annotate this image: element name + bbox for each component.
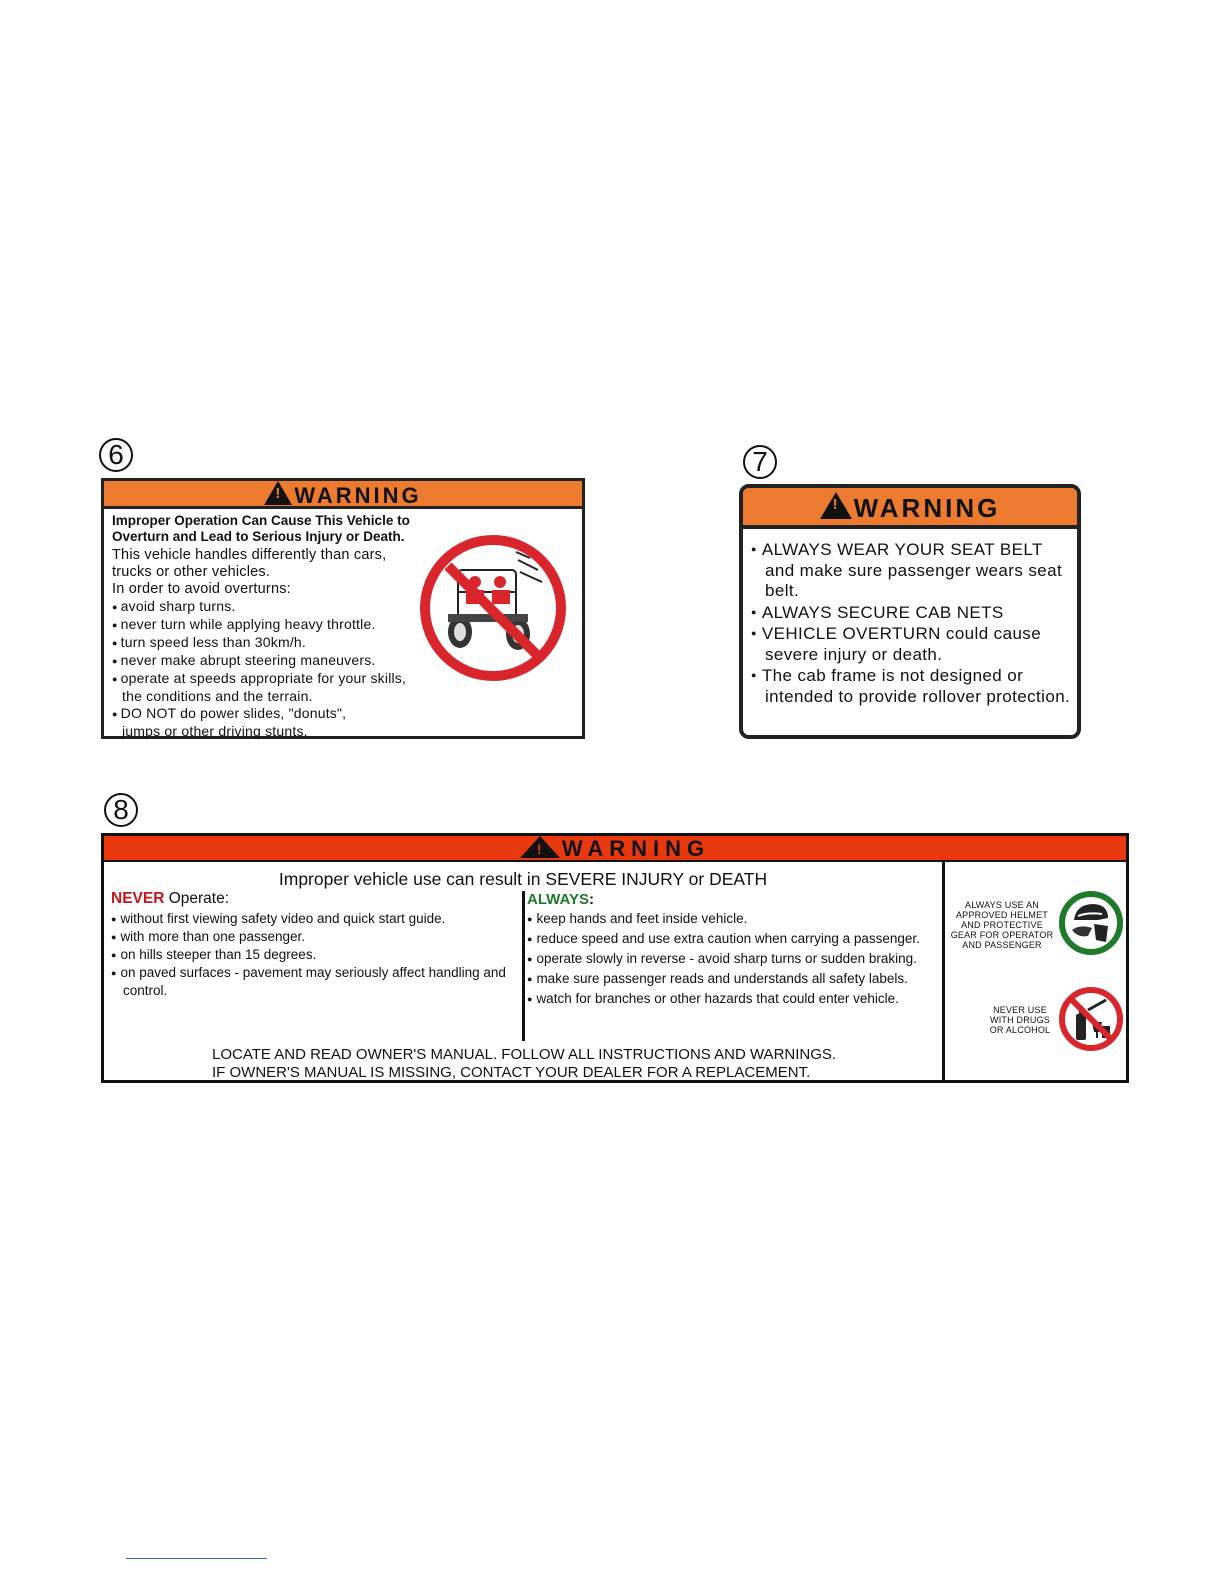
warning-triangle-icon: [820, 492, 852, 519]
label-6-header: !WARNING: [104, 481, 582, 509]
list-item: ● ALWAYS SECURE CAB NETS: [751, 602, 1071, 624]
list-item: ● turn speed less than 30km/h.: [112, 634, 582, 652]
drugs-alcohol-instruction: NEVER USE WITH DRUGS OR ALCOHOL: [989, 1005, 1051, 1035]
no-overturn-sign-icon: [418, 530, 568, 686]
list-item: ● operate at speeds appropriate for your skills, the conditions and the terrain.: [112, 670, 412, 705]
always-column: [527, 891, 939, 1009]
label-6-number: 6: [99, 438, 133, 472]
helmet-gear-icon: [1058, 890, 1124, 956]
always-title: ALWAYS:: [527, 891, 594, 908]
label-7-header: !WARNING: [743, 488, 1077, 529]
label-8-number: 8: [104, 793, 138, 827]
label-7-number: 7: [743, 445, 777, 479]
label-8-header: !WARNING: [104, 836, 1126, 862]
warning-triangle-icon: [520, 836, 560, 858]
list-item: ● make sure passenger reads and understands all safety labels.: [527, 969, 939, 989]
label-8-footer: LOCATE AND READ OWNER'S MANUAL. FOLLOW ALL INSTRUCTIONS AND WARNINGS. IF OWNER'S MANUAL IS MISSING, CONTACT YOUR DEALER FOR A REPLACEMENT.: [212, 1046, 837, 1081]
vertical-divider: [942, 862, 945, 1083]
list-item: ● DO NOT do power slides, "donuts", jumps or other driving stunts.: [112, 705, 387, 740]
footer-link-underline: [126, 1558, 267, 1559]
no-drugs-alcohol-icon: [1058, 986, 1124, 1052]
list-item: ● without first viewing safety video and quick start guide.: [111, 910, 521, 928]
list-item: ● reduce speed and use extra caution when carrying a passenger.: [527, 929, 939, 949]
warning-label-7: [739, 484, 1081, 739]
label-6-lead-line-2: Overturn and Lead to Serious Injury or Death.: [112, 529, 405, 544]
list-item: ● avoid sharp turns.: [112, 598, 582, 616]
label-7-bullets: [743, 529, 1077, 707]
label-6-intro-3: In order to avoid overturns:: [112, 581, 291, 597]
list-item: ● VEHICLE OVERTURN could cause severe injury or death.: [751, 623, 1071, 665]
warning-triangle-icon: [264, 481, 292, 505]
list-item: ● The cab frame is not designed or intended to provide rollover protection.: [751, 665, 1071, 707]
list-item: ● on hills steeper than 15 degrees.: [111, 946, 521, 964]
column-divider: [522, 891, 525, 1041]
label-6-lead-line-1: Improper Operation Can Cause This Vehicle to: [112, 513, 410, 528]
label-8-subhead: Improper vehicle use can result in SEVERE INJURY or DEATH: [278, 869, 768, 889]
label-6-intro-1: This vehicle handles differently than cars,: [112, 547, 387, 563]
list-item: ● watch for branches or other hazards that could enter vehicle.: [527, 989, 939, 1009]
label-6-intro-2: trucks or other vehicles.: [112, 564, 271, 580]
list-item: ● never turn while applying heavy throttle.: [112, 616, 582, 634]
list-item: ● on paved surfaces - pavement may seriously affect handling and control.: [111, 964, 521, 999]
warning-label-8: [101, 833, 1129, 1083]
list-item: ● operate slowly in reverse - avoid sharp turns or sudden braking.: [527, 949, 939, 969]
list-item: ● keep hands and feet inside vehicle.: [527, 909, 939, 929]
list-item: ● ALWAYS WEAR YOUR SEAT BELT and make sure passenger wears seat belt.: [751, 539, 1071, 602]
never-column: [111, 890, 521, 999]
list-item: ● never make abrupt steering maneuvers.: [112, 652, 582, 670]
helmet-instruction: ALWAYS USE AN APPROVED HELMET AND PROTECTIVE GEAR FOR OPERATOR AND PASSENGER: [950, 900, 1054, 950]
never-title: NEVER Operate:: [111, 890, 230, 907]
list-item: ● with more than one passenger.: [111, 928, 521, 946]
